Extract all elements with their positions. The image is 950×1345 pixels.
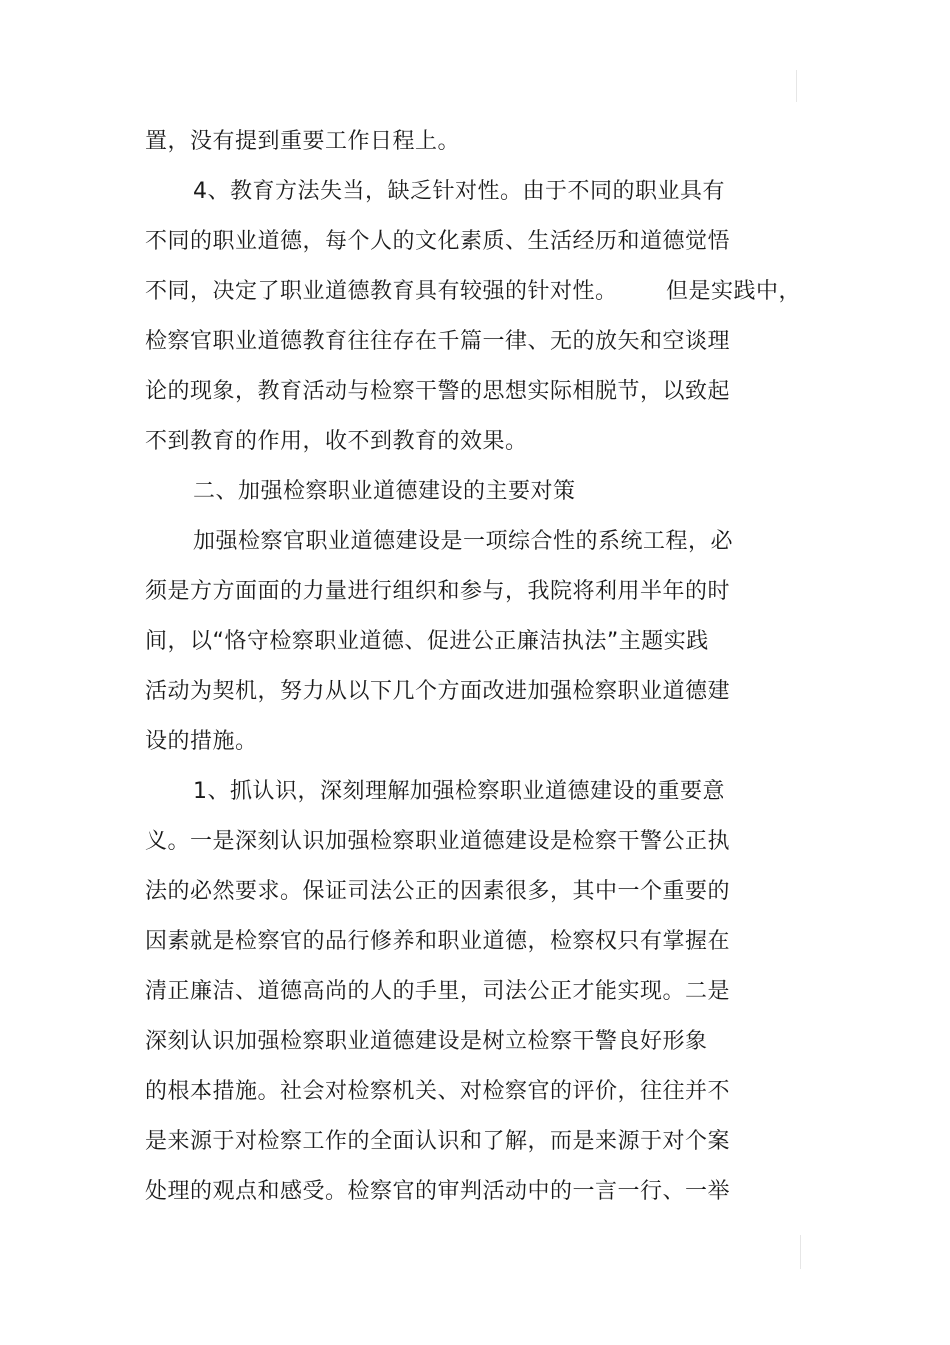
text-line: 义。一是深刻认识加强检察职业道德建设是检察干警公正执 [145, 829, 731, 854]
top-margin-mark [796, 70, 797, 102]
text-line: 因素就是检察官的品行修养和职业道德，检察权只有掌握在 [145, 929, 731, 954]
text-line: 深刻认识加强检察职业道德建设是树立检察干警良好形象 [145, 1029, 708, 1054]
text-line: 不同的职业道德，每个人的文化素质、生活经历和道德觉悟 [145, 229, 731, 254]
text-line: 清正廉洁、道德高尚的人的手里，司法公正才能实现。二是 [145, 979, 731, 1004]
text-line: 的根本措施。社会对检察机关、对检察官的评价，往往并不 [145, 1079, 731, 1104]
text-line: 法的必然要求。保证司法公正的因素很多，其中一个重要的 [145, 879, 731, 904]
text-line: 须是方方面面的力量进行组织和参与，我院将利用半年的时 [145, 579, 731, 604]
text-line: 检察官职业道德教育往往存在千篇一律、无的放矢和空谈理 [145, 329, 731, 354]
text-line: 置，没有提到重要工作日程上。 [145, 129, 461, 154]
text-line: 4、教育方法失当，缺乏针对性。由于不同的职业具有 [193, 179, 725, 204]
section-heading: 二、加强检察职业道德建设的主要对策 [193, 479, 576, 504]
text-line: 论的现象，教育活动与检察干警的思想实际相脱节，以致起 [145, 379, 731, 404]
text-line: 间，以“恪守检察职业道德、促进公正廉洁执法”主题实践 [145, 629, 709, 654]
text-line: 但是实践中， [666, 279, 802, 304]
text-line: 不同，决定了职业道德教育具有较强的针对性。 [145, 279, 618, 304]
bottom-margin-mark [800, 1235, 801, 1269]
text-line: 设的措施。 [145, 729, 258, 754]
text-line: 加强检察官职业道德建设是一项综合性的系统工程，必 [193, 529, 734, 554]
text-line: 不到教育的作用，收不到教育的效果。 [145, 429, 528, 454]
text-line: 1、抓认识，深刻理解加强检察职业道德建设的重要意 [193, 779, 725, 804]
text-line: 处理的观点和感受。检察官的审判活动中的一言一行、一举 [145, 1179, 731, 1204]
text-line: 活动为契机，努力从以下几个方面改进加强检察职业道德建 [145, 679, 731, 704]
text-line: 是来源于对检察工作的全面认识和了解，而是来源于对个案 [145, 1129, 731, 1154]
